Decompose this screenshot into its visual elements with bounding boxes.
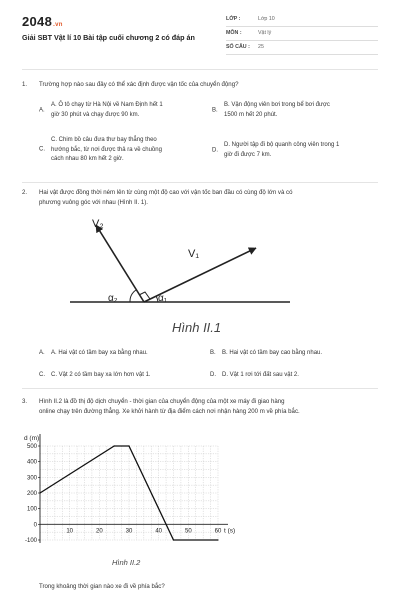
displacement-time-chart bbox=[22, 428, 262, 558]
y-tick-label: 300 bbox=[26, 475, 37, 482]
data-point bbox=[39, 492, 40, 493]
question-text: Trường hợp nào sau đây có thể xác định được vận tốc của chuyển động? bbox=[39, 81, 239, 88]
x-tick-label: 50 bbox=[184, 528, 192, 535]
x-tick-label: 20 bbox=[95, 528, 103, 535]
y-tick-label: 500 bbox=[26, 444, 37, 450]
question-number: 1. bbox=[22, 81, 28, 88]
option-letter: B. bbox=[212, 106, 218, 113]
x-tick-label: 60 bbox=[214, 528, 222, 535]
data-point bbox=[128, 445, 129, 446]
q2-option-a[interactable] bbox=[39, 349, 209, 359]
question-number: 2. bbox=[22, 189, 28, 196]
meta-value: Vật lý bbox=[258, 30, 272, 36]
question-prompt: Trong khoảng thời gian nào xe đi về phía bắc? bbox=[39, 583, 165, 590]
site-logo[interactable] bbox=[22, 14, 63, 29]
option-text: C. Vật 2 có tầm bay xa lớn hơn vật 1. bbox=[51, 372, 151, 378]
label-alpha2: α₂ bbox=[108, 293, 118, 304]
projectile-figure bbox=[60, 215, 300, 330]
q1-option-d[interactable] bbox=[212, 141, 382, 160]
option-letter: B. bbox=[210, 350, 216, 356]
chart-axes bbox=[40, 434, 228, 543]
y-tick-label: 400 bbox=[26, 459, 37, 466]
q1-option-c[interactable] bbox=[39, 136, 214, 164]
label-v1: V₁ bbox=[188, 248, 200, 260]
label-alpha1: α₁ bbox=[158, 293, 168, 304]
x-tick-label: 10 bbox=[66, 528, 74, 535]
option-letter: A. bbox=[39, 106, 45, 113]
option-line: B. Vận động viên bơi trong bể bơi được bbox=[224, 102, 330, 108]
option-letter: D. bbox=[210, 372, 216, 378]
meta-subject bbox=[226, 27, 378, 41]
question-divider bbox=[22, 388, 378, 389]
option-text: B. Hai vật có tầm bay cao bằng nhau. bbox=[222, 350, 323, 356]
option-line: hướng bắc, từ nơi được thả ra về chuồng bbox=[51, 146, 162, 153]
y-tick-label: -100 bbox=[24, 538, 37, 544]
meta-count bbox=[226, 41, 378, 55]
option-line: giờ 30 phút và chạy được 90 km. bbox=[51, 111, 140, 118]
option-letter: A. bbox=[39, 350, 45, 356]
x-tick-label: 40 bbox=[155, 528, 163, 535]
meta-key: LỚP : bbox=[226, 16, 241, 22]
question-text-line: Hình II.2 là đồ thị độ dịch chuyển - thời gian của chuyển động của một xe máy đi giao hàng bbox=[39, 398, 285, 405]
q1-option-b[interactable] bbox=[212, 101, 382, 120]
logo-text: 2048 bbox=[22, 14, 53, 29]
figure-caption: Hình II.1 bbox=[172, 320, 222, 335]
y-tick-label: 200 bbox=[26, 491, 37, 497]
q1-option-a[interactable] bbox=[39, 101, 214, 120]
option-letter: D. bbox=[212, 146, 218, 153]
x-axis-label: t (s) bbox=[224, 527, 236, 535]
question-divider bbox=[22, 182, 378, 183]
option-line: 1500 m hết 20 phút. bbox=[224, 111, 278, 118]
logo-suffix: .vn bbox=[53, 22, 63, 28]
option-letter: C. bbox=[39, 372, 45, 378]
question-text-line: Hai vật được đồng thời ném lên từ cùng một độ cao với vận tốc ban đầu có cùng độ lớn và có bbox=[39, 189, 293, 196]
meta-value: 25 bbox=[258, 44, 264, 50]
option-text: A. Hai vật có tầm bay xa bằng nhau. bbox=[51, 350, 148, 356]
x-tick-label: 30 bbox=[125, 528, 133, 535]
y-tick-label: 100 bbox=[26, 506, 37, 513]
data-point bbox=[173, 539, 174, 540]
q2-option-c[interactable] bbox=[39, 371, 209, 381]
q2-option-d[interactable] bbox=[210, 371, 380, 381]
meta-key: SỐ CÂU : bbox=[226, 44, 250, 50]
figure-caption: Hình II.2 bbox=[112, 558, 141, 567]
question-number: 3. bbox=[22, 398, 28, 405]
page-header bbox=[0, 0, 400, 70]
option-line: cách nhau 80 km hết 2 giờ. bbox=[51, 156, 124, 162]
meta-value: Lớp 10 bbox=[258, 16, 275, 22]
option-line: giờ đi được 7 km. bbox=[224, 151, 272, 158]
document-title: Giải SBT Vật lí 10 Bài tập cuối chương 2 có đáp án bbox=[22, 33, 195, 42]
option-line: A. Ô tô chạy từ Hà Nội về Nam Định hết 1 bbox=[51, 102, 163, 108]
option-letter: C. bbox=[39, 146, 45, 153]
header-divider bbox=[22, 69, 378, 70]
question-3-prompt bbox=[22, 582, 380, 592]
chart-ticks bbox=[25, 444, 222, 544]
question-1 bbox=[22, 80, 380, 180]
label-v2: V₂ bbox=[92, 218, 104, 230]
chart-grid bbox=[40, 446, 218, 540]
data-point bbox=[217, 539, 218, 540]
data-point bbox=[114, 445, 115, 446]
meta-key: MÔN : bbox=[226, 30, 242, 36]
velocity-v2-arrow bbox=[96, 225, 144, 302]
y-axis-label: d (m) bbox=[24, 435, 40, 442]
question-3 bbox=[22, 397, 380, 419]
angle-a2-arc bbox=[130, 290, 136, 302]
q2-option-b[interactable] bbox=[210, 349, 380, 359]
meta-class bbox=[226, 13, 378, 27]
y-tick-label: 0 bbox=[33, 522, 37, 529]
option-text: D. Vật 1 rơi tới đất sau vật 2. bbox=[222, 372, 299, 378]
option-line: D. Người tập đi bộ quanh công viên trong 1 bbox=[224, 142, 340, 148]
option-line: C. Chim bồ câu đưa thư bay thẳng theo bbox=[51, 137, 157, 143]
question-text-line: phương vuông góc với nhau (Hình II. 1). bbox=[39, 199, 148, 206]
question-text-line: online chạy trên đường thẳng. Xe khởi hành từ địa điểm cách nơi nhận hàng 200 m về phía bắc. bbox=[39, 408, 300, 415]
